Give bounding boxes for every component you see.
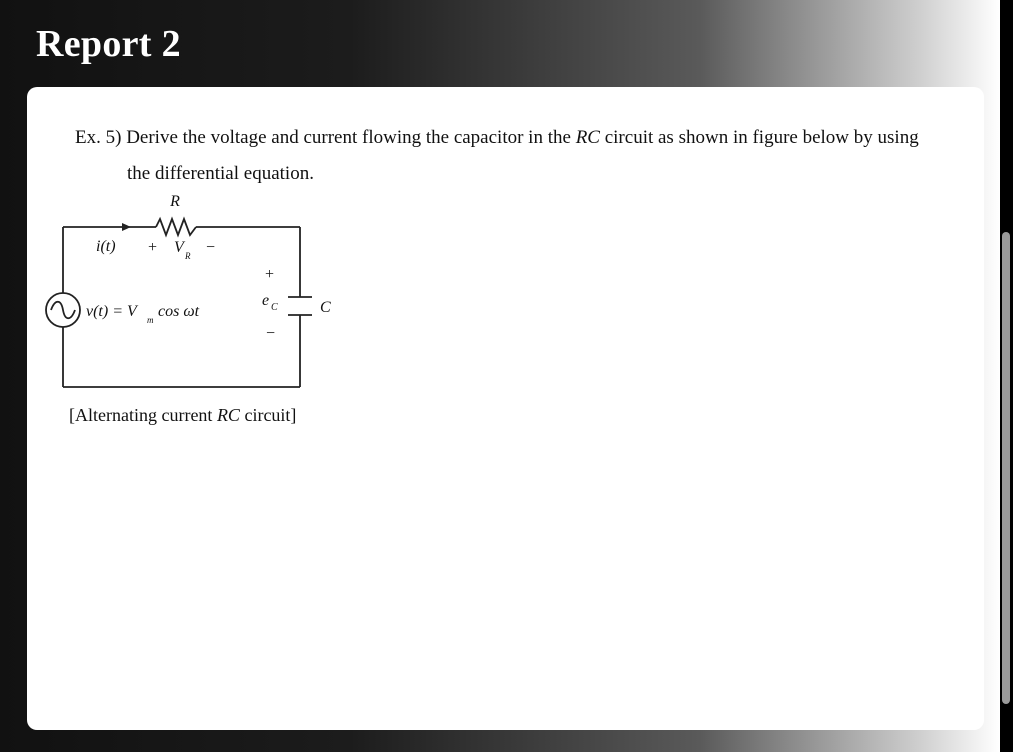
capacitor-minus: − — [266, 325, 276, 342]
problem-text-a: Derive the voltage and current flowing the capacitor in the — [126, 127, 571, 148]
capacitor-plus: + — [265, 266, 275, 283]
current-arrow-icon — [122, 223, 131, 231]
vr-subscript: R — [185, 251, 191, 261]
source-equation-lhs: v(t) = V — [86, 303, 137, 320]
source-equation-subscript: m — [147, 315, 154, 325]
problem-text-b: circuit as shown in figure below by using — [604, 127, 919, 148]
source-equation-rhs: cos ωt — [158, 303, 200, 320]
capacitor-voltage-label: e — [262, 292, 270, 309]
capacitor-label: C — [320, 299, 331, 316]
vertical-scrollbar-thumb[interactable] — [1002, 232, 1010, 704]
problem-statement-line2: the differential equation. — [127, 163, 314, 184]
vr-plus: + — [148, 239, 158, 256]
sine-wave-icon — [51, 302, 75, 319]
caption-rc: RC — [216, 405, 240, 425]
rc-circuit-diagram — [40, 190, 350, 400]
slide-header — [0, 0, 1000, 92]
caption-prefix: [Alternating current — [69, 405, 213, 425]
figure-caption — [69, 405, 296, 426]
vr-minus: − — [206, 239, 216, 256]
problem-rc: RC — [575, 127, 600, 148]
vr-symbol: V — [174, 239, 184, 256]
current-label: i(t) — [96, 238, 116, 255]
resistor-label: R — [170, 193, 180, 210]
problem-number: Ex. 5) — [75, 127, 122, 148]
caption-suffix: circuit] — [244, 405, 297, 425]
slide-title: Report 2 — [36, 23, 181, 65]
resistor-symbol — [156, 219, 196, 235]
problem-statement-line1 — [75, 127, 919, 149]
capacitor-voltage-subscript: C — [271, 302, 278, 313]
